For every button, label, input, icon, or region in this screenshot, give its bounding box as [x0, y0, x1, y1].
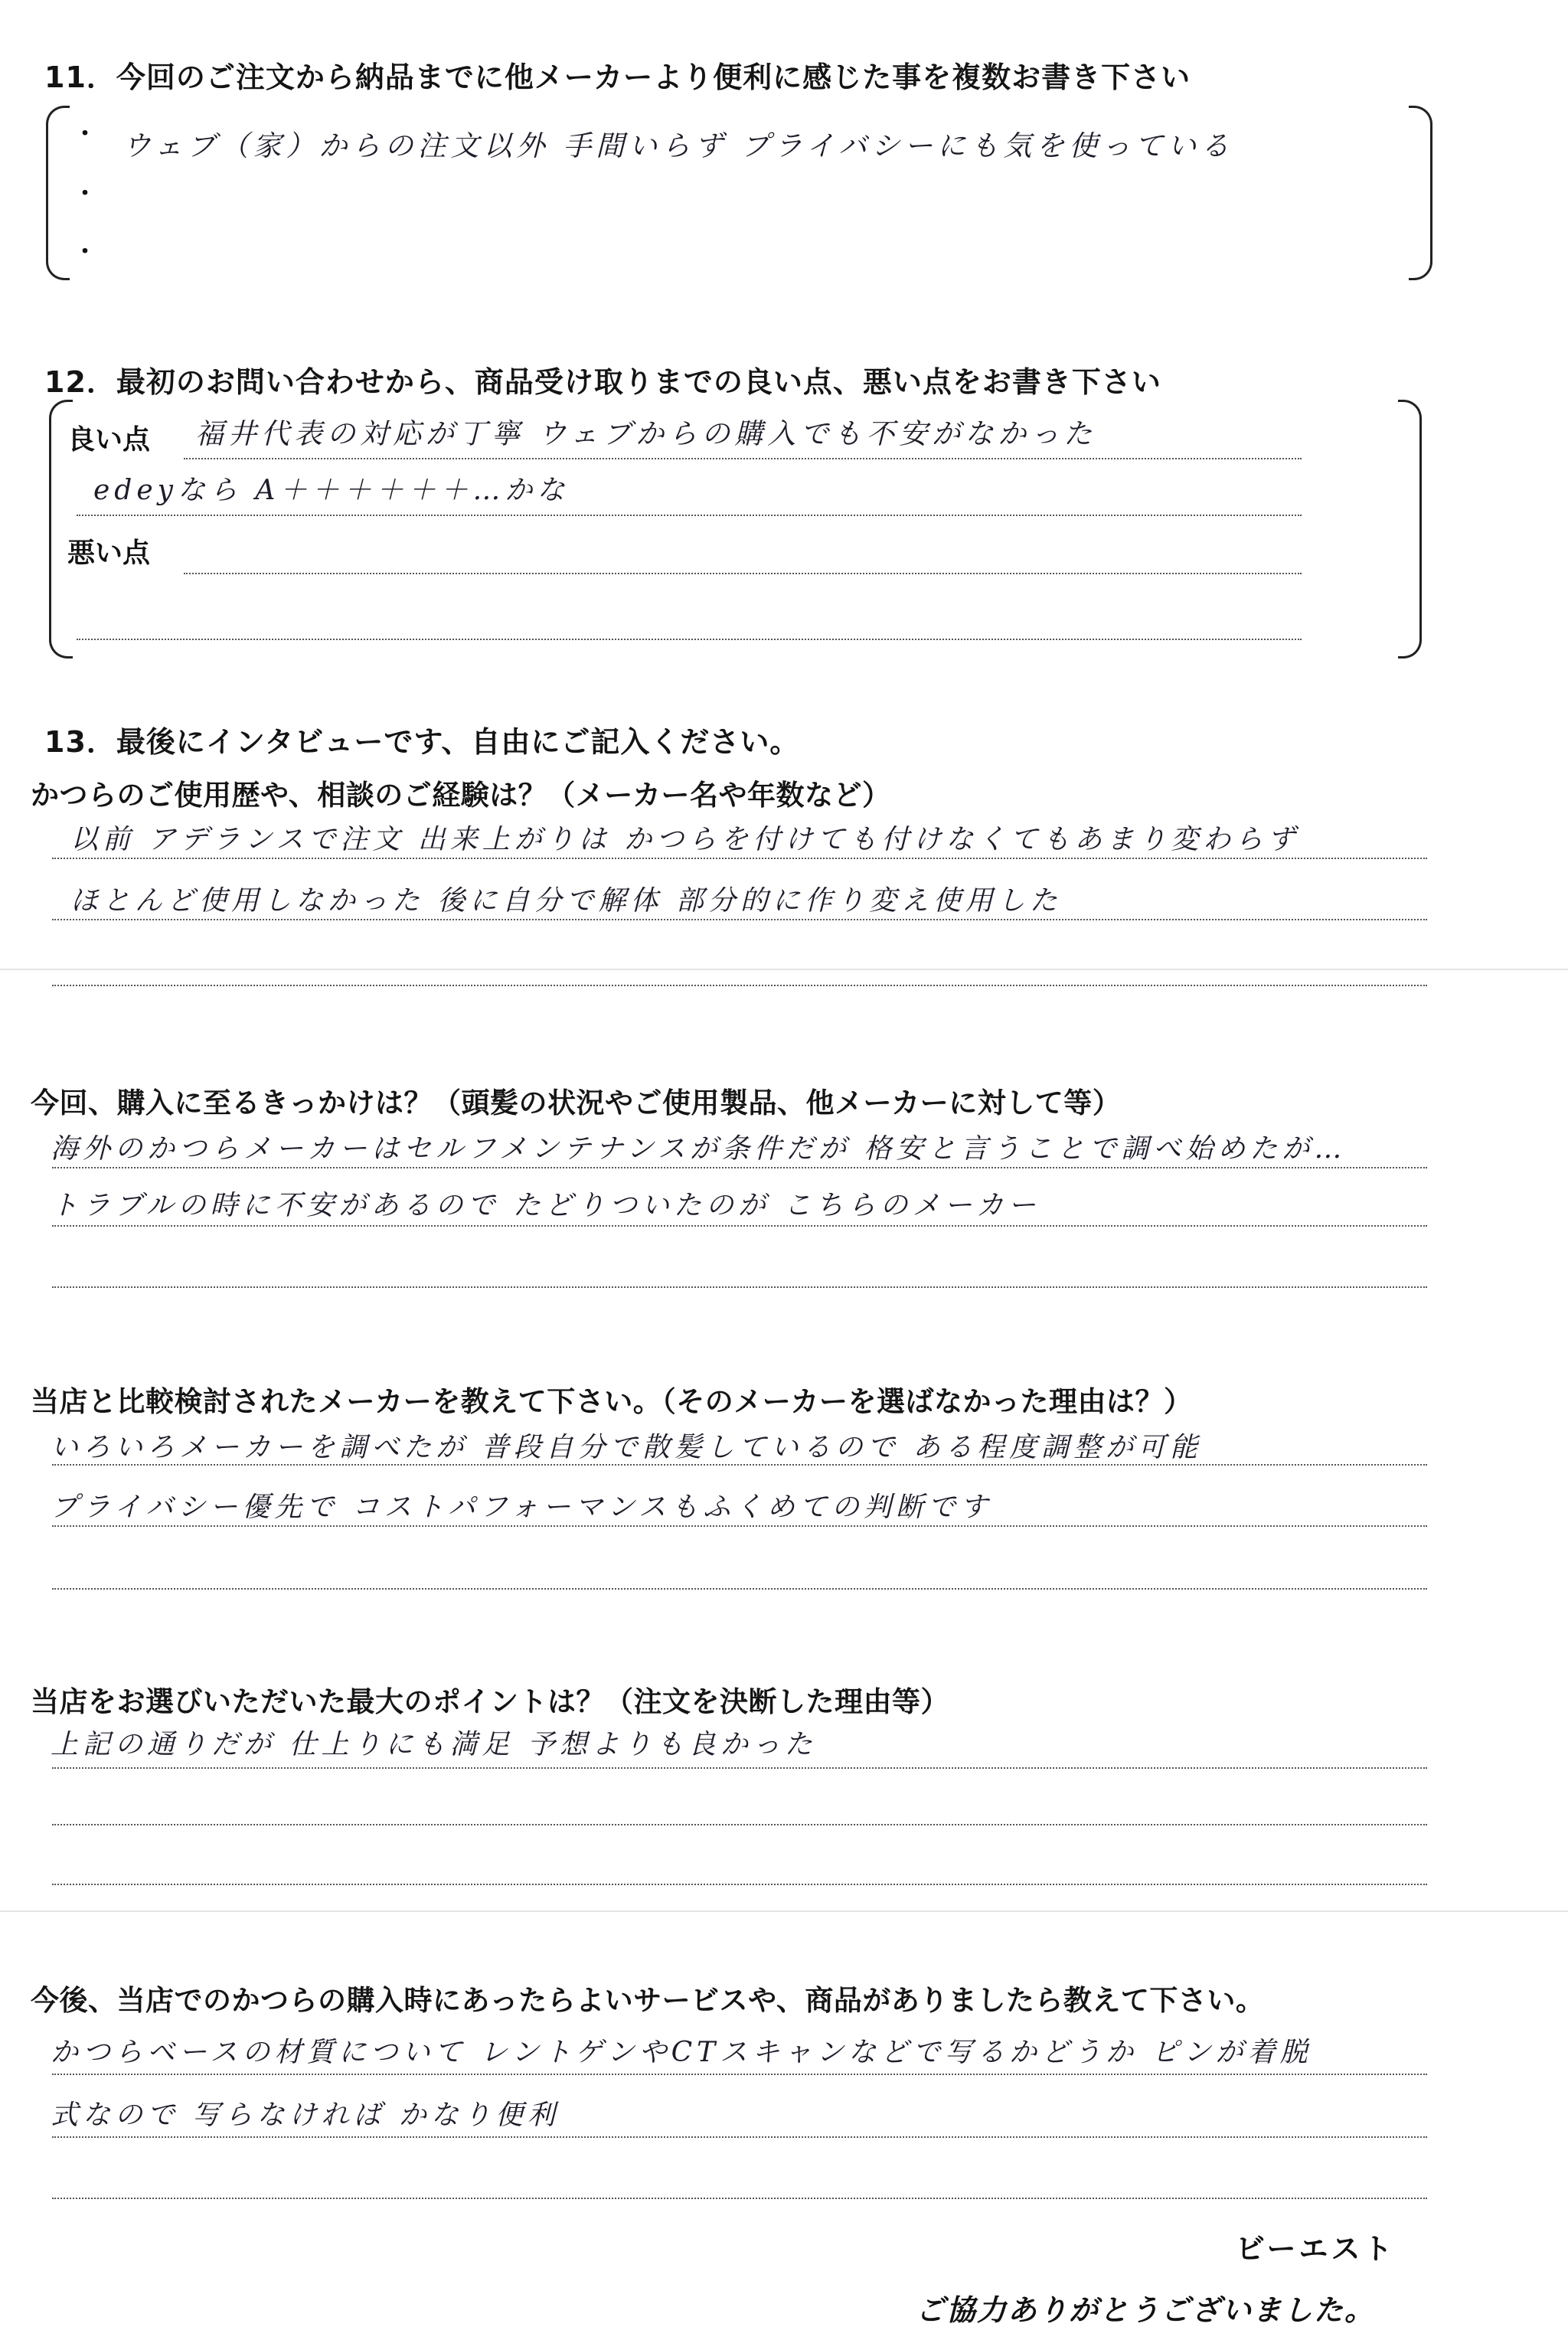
q1-ruled-line-3 — [52, 985, 1427, 986]
q2-answer-line-2: トラブルの時に不安があるので たどりついたのが こちらのメーカー — [51, 1190, 1040, 1221]
good-point-ruled-line-1 — [184, 458, 1302, 459]
shop-name: ビーエスト — [1236, 2232, 1396, 2266]
q3-ruled-line-3 — [52, 1588, 1427, 1590]
q5-question: 今後、当店でのかつらの購入時にあったらよいサービスや、商品がありましたら教えて下さい。 — [31, 1984, 1265, 2017]
q3-ruled-line-1 — [52, 1464, 1427, 1466]
q4-ruled-line-2 — [52, 1824, 1427, 1825]
good-point-label: 良い点 — [67, 424, 151, 456]
bad-point-ruled-line-1 — [184, 573, 1302, 574]
thanks-message: ご協力ありがとうございました。 — [916, 2293, 1376, 2327]
section-12-heading: 12．最初のお問い合わせから、商品受け取りまでの良い点、悪い点をお書き下さい — [44, 365, 1161, 399]
bullet-3: ・ — [74, 239, 96, 266]
bad-point-label: 悪い点 — [67, 538, 151, 569]
bullet-1: ・ — [74, 121, 96, 148]
q5-ruled-line-1 — [52, 2074, 1427, 2075]
good-point-ruled-line-2 — [77, 515, 1302, 516]
q5-answer-line-2: 式なので 写らなければ かなり便利 — [51, 2100, 560, 2131]
paper-fold-line — [0, 969, 1568, 970]
good-point-line-2: edeyなら A＋＋＋＋＋＋…かな — [93, 475, 570, 506]
q2-answer-line-1: 海外のかつらメーカーはセルフメンテナンスが条件だが 格安と言うことで調べ始めたが… — [51, 1133, 1347, 1165]
section-12-bracket-right — [1398, 400, 1422, 659]
bullet-2: ・ — [74, 181, 96, 208]
q1-ruled-line-1 — [52, 858, 1427, 859]
q1-ruled-line-2 — [52, 919, 1427, 920]
q2-ruled-line-2 — [52, 1225, 1427, 1227]
q4-ruled-line-3 — [52, 1884, 1427, 1885]
section-13-heading: 13．最後にインタビューです、自由にご記入ください。 — [44, 725, 800, 759]
answer-11-line-1: ウェブ（家）からの注文以外 手間いらず プライバシーにも気を使っている — [122, 129, 1234, 162]
good-point-line-1: 福井代表の対応が丁寧 ウェブからの購入でも不安がなかった — [195, 417, 1097, 450]
q2-question: 今回、購入に至るきっかけは？（頭髪の状況やご使用製品、他メーカーに対して等） — [31, 1087, 1122, 1119]
q4-answer-line-1: 上記の通りだが 仕上りにも満足 予想よりも良かった — [51, 1729, 817, 1760]
section-11-bracket-right — [1409, 106, 1432, 280]
q3-question: 当店と比較検討されたメーカーを教えて下さい。（そのメーカーを選ばなかった理由は？） — [31, 1385, 1193, 1418]
q3-ruled-line-2 — [52, 1525, 1427, 1527]
bad-point-ruled-line-2 — [77, 639, 1302, 640]
section-11-bracket-left — [46, 106, 70, 280]
q5-ruled-line-3 — [52, 2198, 1427, 2199]
q1-answer-line-1: 以前 アデランスで注文 出来上がりは かつらを付けても付けなくてもあまり変わらず — [70, 824, 1300, 855]
paper-fold-line — [0, 1910, 1568, 1912]
q4-question: 当店をお選びいただいた最大のポイントは？（注文を決断した理由等） — [31, 1685, 949, 1718]
q5-answer-line-1: かつらベースの材質について レントゲンやCTスキャンなどで写るかどうか ピンが着脱 — [51, 2037, 1312, 2068]
q3-answer-line-2: プライバシー優先で コストパフォーマンスもふくめての判断です — [51, 1492, 993, 1523]
q5-ruled-line-2 — [52, 2136, 1427, 2138]
section-11-heading: 11．今回のご注文から納品までに他メーカーより便利に感じた事を複数お書き下さい — [44, 60, 1191, 94]
q1-answer-line-2: ほとんど使用しなかった 後に自分で解体 部分的に作り変え使用した — [70, 885, 1062, 917]
q4-ruled-line-1 — [52, 1767, 1427, 1769]
q2-ruled-line-1 — [52, 1167, 1427, 1168]
q2-ruled-line-3 — [52, 1286, 1427, 1288]
q1-question: かつらのご使用歴や、相談のご経験は？（メーカー名や年数など） — [31, 779, 891, 812]
q3-answer-line-1: いろいろメーカーを調べたが 普段自分で散髪しているので ある程度調整が可能 — [51, 1432, 1203, 1463]
